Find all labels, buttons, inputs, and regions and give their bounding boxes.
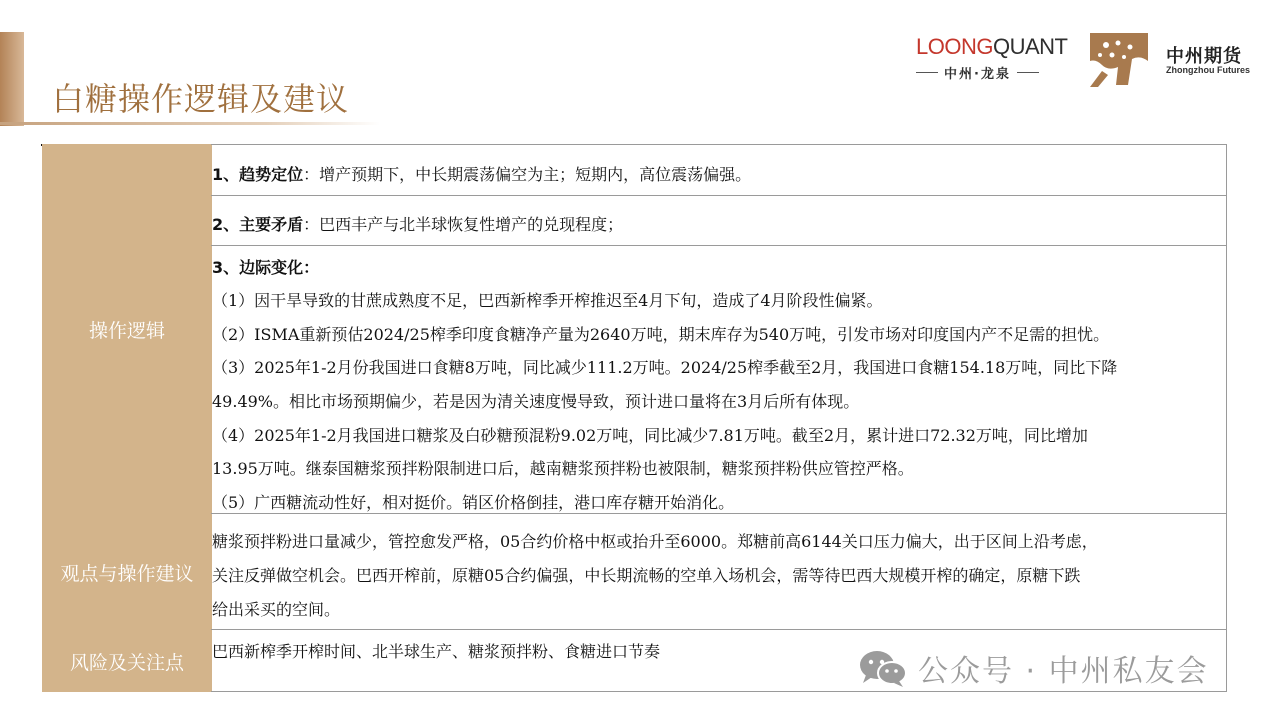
- margin-item: 49.49%。相比市场预期偏少，若是因为清关速度慢导致，预计进口量将在3月后所有体现。: [212, 392, 860, 411]
- zhongzhou-cn-name: 中州期货: [1166, 46, 1242, 67]
- conflict-line: [212, 215, 623, 235]
- trend-text: ：增产预期下，中长期震荡偏空为主；短期内，高位震荡偏强。: [303, 165, 752, 184]
- row-advice: [41, 514, 1227, 630]
- zhongzhou-leopard-icon: [1088, 31, 1150, 87]
- advice-line: 糖浆预拌粉进口量减少，管控愈发严格，05合约价格中枢或抬升至6000。郑糖前高6144关口压力偏大，出于区间上沿考虑，: [212, 532, 1098, 551]
- trend-line: [212, 165, 751, 185]
- row-operation-logic: [41, 144, 1227, 514]
- conflict-text: ：巴西丰产与北半球恢复性增产的兑现程度；: [303, 215, 624, 234]
- margin-item: （2）ISMA重新预估2024/25榨季印度食糖净产量为2640万吨，期末库存为540万吨，引发市场对印度国内产不足需的担忧。: [212, 325, 1110, 344]
- sub-trend: [211, 145, 1226, 196]
- divider: [916, 72, 938, 73]
- strategy-table: [41, 144, 1227, 692]
- margin-label: 3、边际变化：: [212, 258, 320, 277]
- margin-item: （4）2025年1-2月我国进口糖浆及白砂糖预混粉9.02万吨，同比减少7.81万吨。截至2月，累计进口72.32万吨，同比增加: [212, 426, 1088, 445]
- label-operation-logic: 操作逻辑: [42, 144, 212, 514]
- title-underline: [0, 122, 380, 125]
- advice-line: 关注反弹做空机会。巴西开榨前，原糖05合约偏强，中长期流畅的空单入场机会，需等待巴西大规模开榨的确定，原糖下跌: [212, 566, 1081, 585]
- wechat-icon: [858, 648, 908, 688]
- loongquant-subtitle: [916, 63, 1068, 82]
- risk-text: 巴西新榨季开榨时间、北半球生产、糖浆预拌粉、食糖进口节奏: [212, 642, 661, 661]
- cell-advice: [211, 514, 1227, 630]
- cell-operation-logic: [211, 144, 1227, 514]
- margin-item: 13.95万吨。继泰国糖浆预拌粉限制进口后，越南糖浆预拌粉也被限制，糖浆预拌粉供应管控严格。: [212, 459, 914, 478]
- loong-sub-text: 中州·龙泉: [944, 67, 1011, 82]
- loongquant-wordmark: [916, 34, 1068, 60]
- label-risk: 风险及关注点: [42, 630, 212, 692]
- advice-line: 给出采买的空间。: [212, 600, 341, 619]
- page-title: 白糖操作逻辑及建议: [52, 80, 350, 118]
- title-accent-bar: [0, 32, 24, 126]
- loong-word-dark: QUANT: [992, 34, 1068, 59]
- margin-item: （3）2025年1-2月份我国进口食糖8万吨，同比减少111.2万吨。2024/25榨季截至2月，我国进口食糖154.18万吨，同比下降: [212, 358, 1118, 377]
- margin-item: （1）因干旱导致的甘蔗成熟度不足，巴西新榨季开榨推迟至4月下旬，造成了4月阶段性偏紧。: [212, 291, 883, 310]
- label-advice: 观点与操作建议: [42, 514, 212, 630]
- watermark-text: 公众号 · 中州私友会: [918, 654, 1209, 689]
- loong-word-red: LOONG: [916, 34, 993, 59]
- watermark: [858, 646, 1209, 690]
- margin-item: （5）广西糖流动性好，相对挺价。销区价格倒挂，港口库存糖开始消化。: [212, 493, 735, 512]
- sub-conflict: [211, 195, 1226, 246]
- zhongzhou-en-name: Zhongzhou Futures: [1166, 65, 1250, 75]
- trend-label: 1、趋势定位: [212, 165, 304, 184]
- conflict-label: 2、主要矛盾: [212, 215, 304, 234]
- divider: [1017, 72, 1039, 73]
- loongquant-logo: [916, 34, 1068, 84]
